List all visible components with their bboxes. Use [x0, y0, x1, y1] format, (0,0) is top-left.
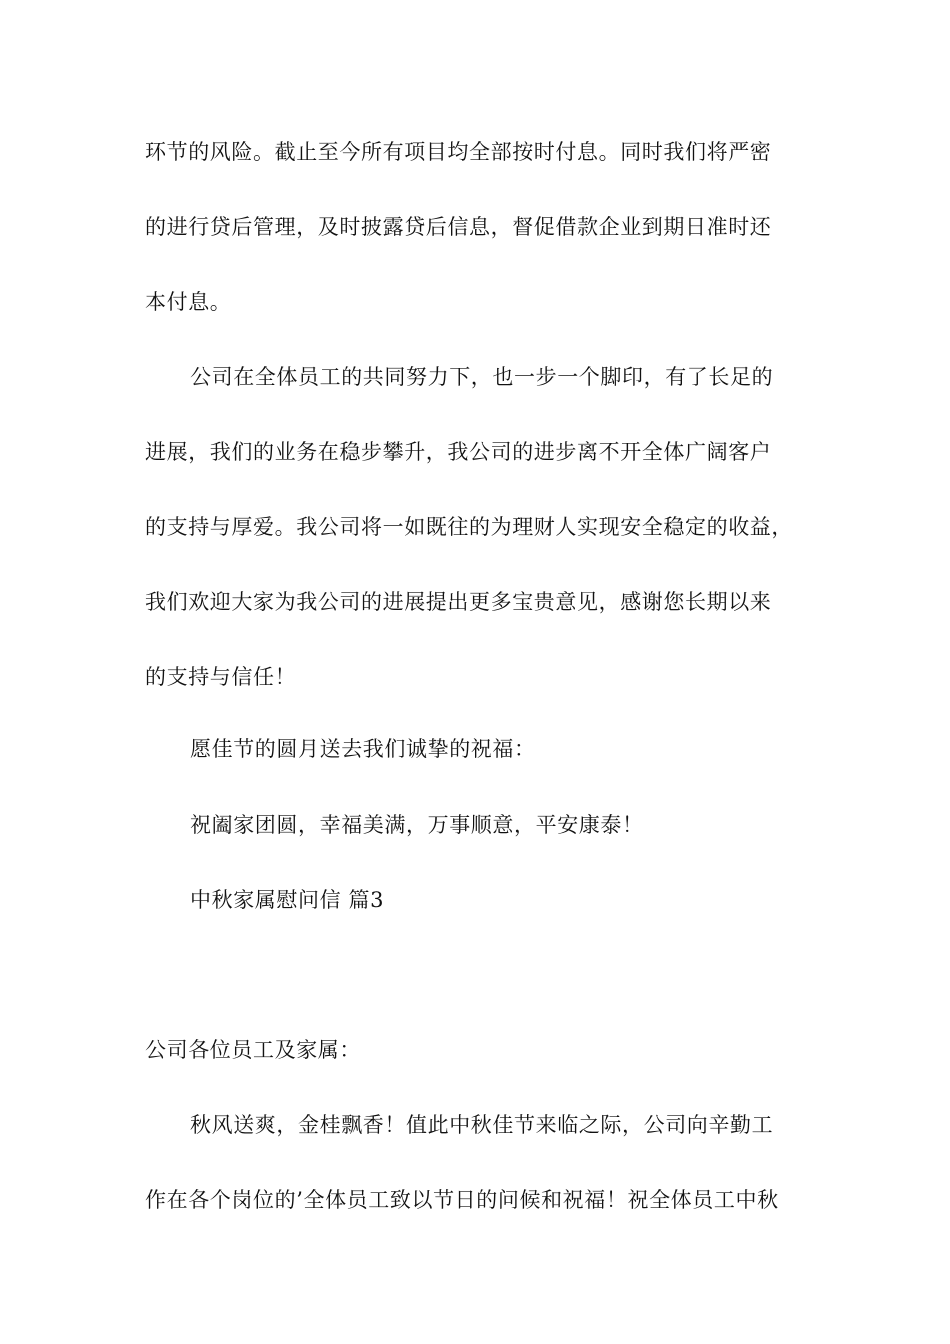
paragraph-start-line: 祝阖家团圆，幸福美满，万事顺意，平安康泰！ — [190, 813, 644, 837]
section-heading: 中秋家属慰问信 篇3 — [190, 888, 385, 912]
text-line: 作在各个岗位的’全体员工致以节日的问候和祝福！祝全体员工中秋 — [145, 1188, 779, 1212]
paragraph-start-line: 秋风送爽，金桂飘香！值此中秋佳节来临之际，公司向辛勤工 — [190, 1113, 774, 1137]
text-line: 我们欢迎大家为我公司的进展提出更多宝贵意见，感谢您长期以来 — [145, 590, 772, 614]
text-line: 的支持与厚爱。我公司将一如既往的为理财人实现安全稳定的收益， — [145, 515, 793, 539]
text-line: 的支持与信任！ — [145, 665, 297, 689]
text-line: 的进行贷后管理，及时披露贷后信息，督促借款企业到期日准时还 — [145, 215, 772, 239]
paragraph-start-line: 公司在全体员工的共同努力下，也一步一个脚印，有了长足的 — [190, 365, 774, 389]
text-line: 环节的风险。截止至今所有项目均全部按时付息。同时我们将严密 — [145, 140, 772, 164]
paragraph-start-line: 愿佳节的圆月送去我们诚挚的祝福： — [190, 737, 536, 761]
salutation-line: 公司各位员工及家属： — [145, 1038, 361, 1062]
text-line: 进展，我们的业务在稳步攀升，我公司的进步离不开全体广阔客户 — [145, 440, 772, 464]
text-line: 本付息。 — [145, 290, 232, 314]
